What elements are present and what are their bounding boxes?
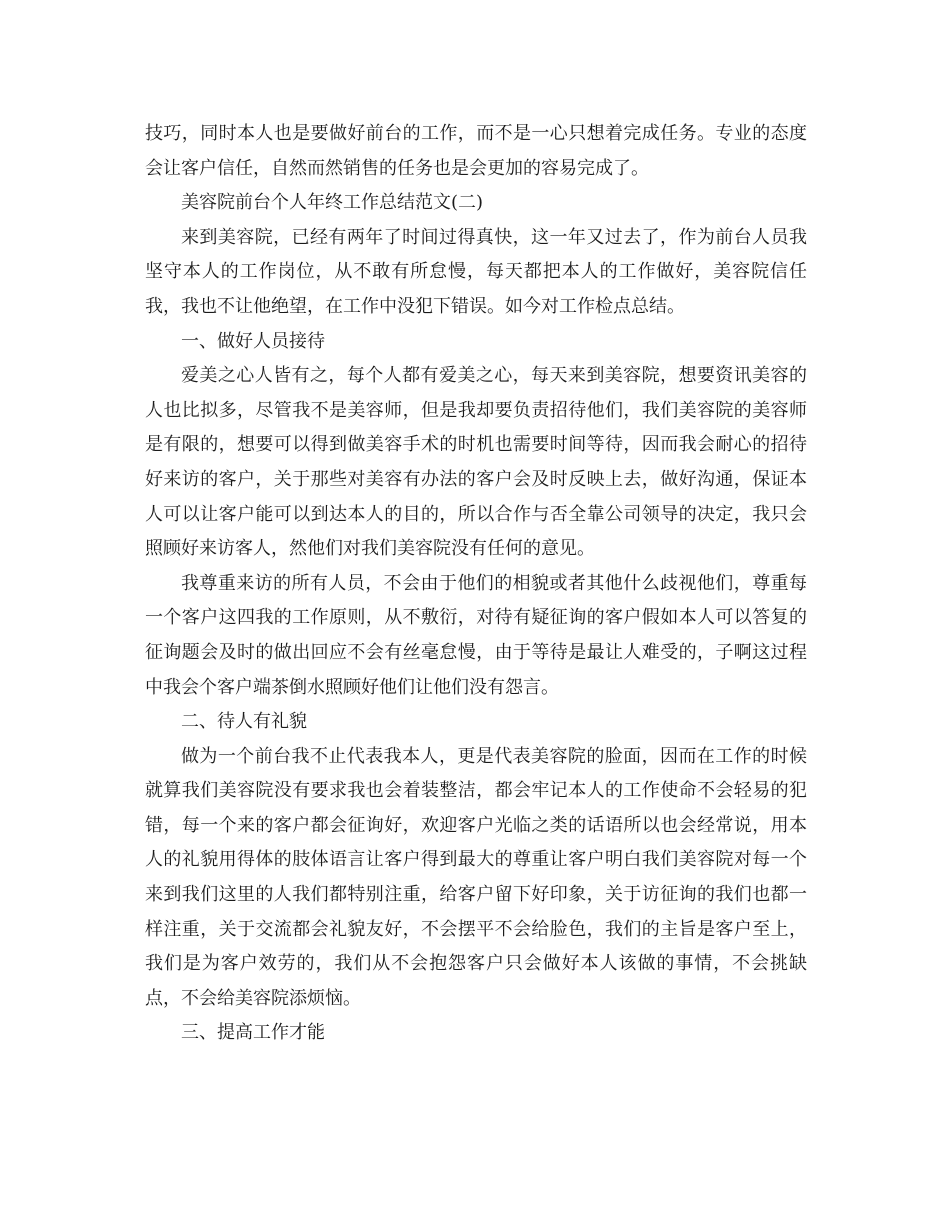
heading-improve-ability: 三、提高工作才能 [181,1022,325,1044]
section-title: 美容院前台个人年终工作总结范文(二) [181,192,484,214]
heading-courtesy: 二、待人有礼貌 [181,711,307,733]
heading-reception: 一、做好人员接待 [181,330,325,352]
paragraph-courtesy: 做为一个前台我不止代表我本人，更是代表美容院的脸面，因而在工作的时候就算我们美容院没有要求我也会着装整洁，都会牢记本人的工作使命不会轻易的犯错，每一个来的客户都会征询好，欢迎客户光临之类的话语所以也会经常说，用本人的礼貌用得体的肢体语言让客户得到最大的尊重让客户明白我们美容院对每一个来到我们这里的人我们都特别注重，给客户留下好印象，关于访征询的我们也都一样注重，关于交流都会礼貌友好，不会摆平不会给脸色，我们的主旨是客户至上，我们是为客户效劳的，我们从不会抱怨客户只会做好本人该做的事情，不会挑缺点，不会给美容院添烦恼。 [145,745,807,1009]
paragraph-intro: 来到美容院，已经有两年了时间过得真快，这一年又过去了，作为前台人员我坚守本人的工作岗位，从不敢有所怠慢，每天都把本人的工作做好，美容院信任我，我也不让他绝望，在工作中没犯下错误。如今对工作检点总结。 [145,226,807,317]
document-body [145,117,807,1051]
paragraph-continuation: 技巧，同时本人也是要做好前台的工作，而不是一心只想着完成任务。专业的态度会让客户信任，自然而然销售的任务也是会更加的容易完成了。 [145,123,807,179]
paragraph-reception-2: 我尊重来访的所有人员，不会由于他们的相貌或者其他什么歧视他们，尊重每一个客户这四我的工作原则，从不敷衍，对待有疑征询的客户假如本人可以答复的征询题会及时的做出回应不会有丝毫怠慢，由于等待是最让人难受的，子啊这过程中我会个客户端茶倒水照顾好他们让他们没有怨言。 [145,572,807,698]
paragraph-reception-1: 爱美之心人皆有之，每个人都有爱美之心，每天来到美容院，想要资讯美容的人也比拟多，尽管我不是美容师，但是我却要负责招待他们，我们美容院的美容师是有限的，想要可以得到做美容手术的时机也需要时间等待，因而我会耐心的招待好来访的客户，关于那些对美容有办法的客户会及时反映上去，做好沟通，保证本人可以让客户能可以到达本人的目的，所以合作与否全靠公司领导的决定，我只会照顾好来访客人，然他们对我们美容院没有任何的意见。 [145,365,807,560]
